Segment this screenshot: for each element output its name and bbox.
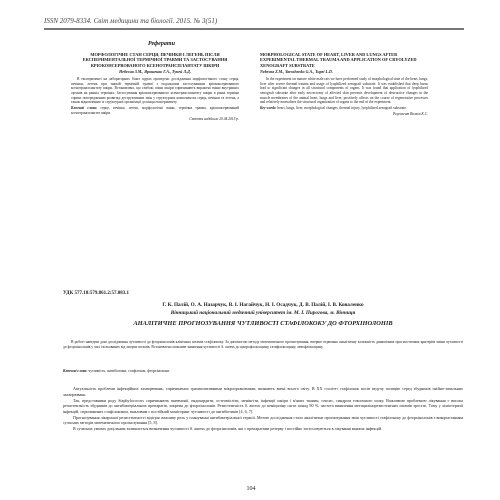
body-paragraph: Так, представники роду Staphylococcus спричиняють пневмонії, ендокардити, остеомієліти, менінгіти, інфекції шкіри і м'яких тканин, сепсис, синдром токсичного шоку. Важливою проблемою лікування є висока резистентність збудників до антибактеріальних препаратів, зокрема до фторхінолонів. Резистентність S. aureus до пеніциліну сягає понад 90 %, частота виявлення метицилінорезистентних штамів зростає. Тому у хіміотерапії інфекцій, спричинених стафілококом, важливим є постійний моніторинг чутливості до антибіотиків [4, 6, 7]. xyxy=(63,397,463,414)
abstract-uk-keywords-label: Ключові слова: xyxy=(71,106,98,111)
abstract-uk-authors: Небесна З.М., Ярошенко Г.А., Тупей Л.Д. xyxy=(119,69,191,75)
abstract-uk-keywords xyxy=(71,106,239,115)
abstract-en-keywords-label: Key words: xyxy=(260,106,277,111)
journal-header: ISSN 2079-8334. Світ медицини та біології. 2015. № 3(51) xyxy=(44,17,218,25)
abstract-en-keywords xyxy=(260,106,428,111)
abstract-en-authors: Nebesna Z.M., Yaroshenko G.A., Tupei L.D. xyxy=(260,69,333,75)
page-number: 104 xyxy=(246,486,256,492)
abstract-uk-body: В експерименті на лабораторних білих щурах проведено дослідження морфологічного стану серця, печінки, легень при тяжкій термічній травмі з подальшим застосуванням кріоконсервованого ксенотрансплантату шкіри. Встановлено, що глибокі опіки шкіри спричиняють виражені зміни внутрішніх органів на ранніх термінах. Застосування кріоконсервованого ксенотрансплантату шкіри в ранні терміни сприяє попередженню розвитку деструктивних змін у структурних компонентах серця, печінки та легень, а також відновленню їх структурної організації до кінця експерименту. xyxy=(71,76,239,105)
udc-code: УДК 577.18:579.861.2:57.083.1 xyxy=(63,291,130,296)
article-keywords-text: чутливість, антибіотики, стафілокок, фторхінолони. xyxy=(88,369,170,373)
abstract-en-meta: Рецензент Волков К.С. xyxy=(392,111,428,116)
abstract-en-keywords-text: heart, lungs, liver, morphological changes, thermal injury, lyophilized xenograft substrate. xyxy=(277,106,407,111)
abstract-en-body: In the experiment on mature white male rats we have performed study of morphological state of the heart, lungs, liver after severe thermal trauma and usage of lyophilized xenograft substrate. It was established that deep burns lead to significant changes in all structural components of organs. It was found that application of lyophilized xenograft substrate after early necrectomy of affected skin prevents development of destructive changes in the muscle membranes of the animal heart, lungs and liver, positively affects on the course of regenerative processes and relatively normalizes the structural organization of organs to the end of the experiment. xyxy=(260,76,428,105)
article-abstract: В роботі наведені дані дослідження чутливості до фторхінолонів клінічних штамів стафілококу. За допомогою методу математичного прогнозування, вперше отримано аналітичну залежність динамічних прогностичних критеріїв зміни чутливості до фторхінолонів у часі ізольованих від хворих штамів. Встановлено можливе зниження чутливості S. aureus до ципрофлоксацину, гатифлоксацину, левофлоксацину. xyxy=(63,340,463,349)
body-paragraph: Прогнозування лікарської резистентності відіграє важливу роль у плануванні антибактеріальної терапії. Метою дослідження стало аналітичне прогнозування змін чутливості стафілококу до фторхінолонів з використанням сучасних методів математичного прогнозування [5, 8]. xyxy=(63,414,463,425)
article-authors: Г. К. Палій, О. А. Назарчук, В. І. Нагайчук, Н. І. Осадчук, Д. В. Палій, І. В. Коваленко xyxy=(162,302,364,308)
article-body xyxy=(63,386,463,482)
section-label: Реферати xyxy=(148,41,175,47)
abstract-ukrainian xyxy=(71,52,239,284)
article-keywords xyxy=(63,369,463,374)
abstract-uk-title: МОРФОЛОГІЧНЕ СТАН СЕРЦЯ, ПЕЧІНКИ І ЛЕГЕНЬ ПІСЛЯ ЕКСПЕРИМЕНТАЛЬНОЇ ТЕРМІЧНОЇ ТРАВМИ ТА ЗАСТОСУВАННЯ КРІОКОНСЕРВОВАНОГО КСЕНОТРАНСПЛАНТАТУ ШКІРИ xyxy=(82,52,228,68)
abstract-uk-meta: Стаття надійшла 20.04.2015 р. xyxy=(189,116,239,121)
abstract-uk-keywords-text: серце, печінка, легені, морфологічні зміни, термічна травма, кріоконсервований ксенотрансплантат шкіри. xyxy=(71,106,239,115)
abstract-en-title: MORPHOLOGICAL STATE OF HEART, LIVER AND LUNGS AFTER EXPERIMENTAL THERMAL TRAUMA AND APPLICATION OF CRYOLYZED XENOGRAFT SUBSTRATE xyxy=(260,52,417,68)
header-rule xyxy=(44,28,464,30)
body-paragraph: В сучасних умовах доцільним залишається визначення чутливості S. aureus до фторхінолонів, які є препаратами резерву і постійно застосовуються в лікуванні важких інфекцій. xyxy=(73,426,383,431)
abstract-english xyxy=(260,52,428,284)
article-keywords-label: Ключові слова: xyxy=(63,369,88,373)
article-title: АНАЛІТИЧНЕ ПРОГНОЗУВАННЯ ЧУТЛИВОСТІ СТАФІЛОКОКУ ДО ФТОРХІНОЛОНІВ xyxy=(133,320,393,327)
article-affiliation: Вінницький національний медичний університет ім. М. І. Пирогова, м. Вінниця xyxy=(170,310,356,316)
body-paragraph: Актуальність проблеми інфекційних захворювань, спричинених грампозитивними мікроорганізмами, визнають вчені всього світу. В ХХ столітті стафілокок посів ведучу позицію серед збудників гнійно-запальних захворювань. xyxy=(63,386,463,397)
